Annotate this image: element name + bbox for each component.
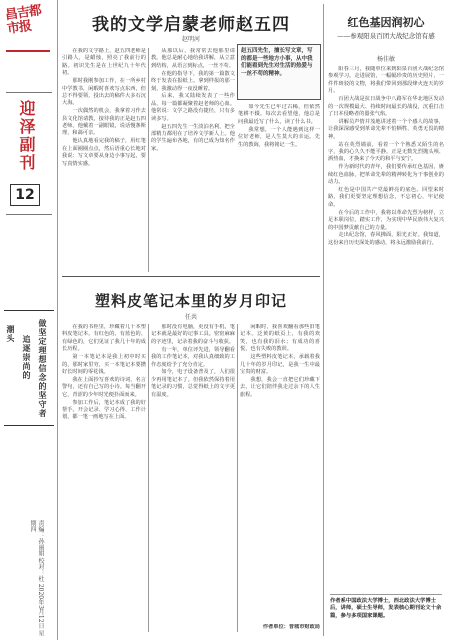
paragraph: 讲解员声情并茂地讲述着一个个感人的故事，让我深深感受到革命先辈不怕牺牲、英勇无畏的精神。 [328, 118, 444, 140]
pull-quote-box: 赵五四先生，擅长写文章，写的都是一些地方小事，从中我们能看到先生对生活的热爱与一丝不苟的精神。 [237, 44, 321, 100]
paragraph: 我在上面抄写喜欢的诗词、名言警句，还有自己写的小诗。每当翻开它，青涩的少年时光便扑面而来。 [62, 376, 146, 398]
top-article [62, 4, 320, 274]
left-masthead-strip [0, 0, 58, 640]
section-name: 迎泽副刊 [17, 100, 36, 172]
top-article-title: 我的文学启蒙老师赵五四 [92, 15, 290, 35]
bio-divider [330, 594, 442, 595]
promo-line: 潮头 [6, 325, 16, 343]
bottom-article-column-2 [151, 324, 235, 632]
editor-date-info: 责编：孙丽娟 校对：杜 2020年3月12日 星期四 [29, 520, 44, 637]
paragraph: 红色是中国共产党最鲜亮的底色。回望来时路，我们更要坚定理想信念，不忘初心，牢记使命。 [328, 187, 444, 208]
right-article [326, 4, 446, 636]
right-article-author: 杨佳敏 [376, 56, 395, 63]
bottom-article-title: 塑料皮笔记本里的岁月印记 [94, 292, 287, 310]
paragraph: 第一本笔记本是我上初中时买的，那时家里穷，买一本笔记本要攒好长时间的零花钱。 [62, 354, 146, 375]
column-divider [148, 48, 149, 272]
top-article-author: 赵明河 [181, 36, 200, 43]
strip-divider [6, 214, 52, 215]
paragraph: 后来，我又陆续发表了一些作品，每一篇都凝聚着赵老师的心血。他常说：文学之路没有捷径，只有多读多写。 [151, 93, 235, 122]
strip-divider [6, 92, 52, 93]
promo-line: 追逐崇尚的 [22, 335, 32, 380]
paragraph: 在今后的工作中，我将以革命先烈为榜样，立足本职岗位，踏实工作，为实现中华民族伟大复兴的中国梦贡献自己的力量。 [328, 209, 444, 231]
right-section-divider [323, 4, 324, 636]
paragraph: 这些塑料皮笔记本，承载着我几十年的岁月印记，是我一生中最宝贵的财富。 [240, 354, 320, 375]
top-article-column-1 [62, 48, 146, 272]
paragraph: 在我的书柜里，珍藏着几十本塑料皮笔记本。有红色的、有蓝色的、有绿色的，它们见证了我几十年的成长历程。 [62, 324, 146, 353]
masthead-logo [4, 3, 52, 66]
bottom-article-column-1 [62, 324, 146, 632]
column-divider [148, 324, 149, 632]
right-article-subtitle: ——参观阳泉百团大战纪念馆有感 [337, 32, 435, 40]
paragraph: 百团大战是抗日战争中八路军在华北地区发动的一次规模最大、持续时间最长的战役，沉重打击了日本侵略者的嚣张气焰。 [328, 96, 444, 117]
paragraph: 在我的文学路上，赵五四老师是引路人，是蜡烛，照亮了我前行的路。初识先生是在上世纪九十年代初。 [62, 48, 146, 77]
paragraph: 作为新时代的青年，我们要传承红色基因，赓续红色血脉，把革命先辈的精神转化为干事创业的动力。 [328, 164, 444, 186]
paragraph: 一次偶然的机会，我拿着习作去县文化馆请教，接待我的正是赵五四老师。他戴着一副眼镜，说话慢条斯理，和蔼可亲。 [62, 108, 146, 137]
paragraph: 在他的指导下，我的第一篇散文终于发表在报纸上。拿到样报的那一刻，我激动得一夜没睡着。 [151, 70, 235, 92]
paragraph: 站在英烈墙前，看着一个个熟悉又陌生的名字，我的心久久不能平静。正是无数先烈抛头颅、洒热血，才换来了今天的和平与安宁。 [328, 141, 444, 163]
bottom-article-column-3 [240, 324, 320, 620]
paragraph: 如今先生已年过古稀，但依然笔耕不辍。每次去看望他，他总是问我最近写了什么，读了什么书。 [238, 104, 320, 125]
paragraph: 他认真地看完我的稿子，用红笔在上面圈圈点点，然后语重心长地对我说：写文章要从身边小事写起，要写真情实感。 [62, 138, 146, 167]
column-divider [237, 324, 238, 632]
top-article-column-2 [151, 48, 235, 272]
masthead-underline [6, 50, 50, 52]
author-bio: 作者系中国政法大学博士，西北政法大学博士后，讲师，硕士生导师，发表核心期刊论文十余篇，参与多项国家课题。 [330, 598, 442, 619]
paragraph: 参加工作后，笔记本成了我的好帮手。开会记录、学习心得、工作计划，都一笔一画地写在上面。 [62, 399, 146, 421]
right-article-body [328, 66, 444, 594]
paragraph: 那时没有电脑，更没有手机，笔记本就是最好的记事工具。密密麻麻的字迹里，记录着我的奋斗与收获。 [151, 324, 235, 345]
paragraph: 我常想，一个人能遇到这样一位好老师，是人生莫大的幸运。先生的教诲，我将铭记一生。 [238, 126, 320, 148]
paragraph: 从那以后，我常常去他那里请教。他总是耐心地给我讲解，从立意到结构，从语言到标点，一丝不苟。 [151, 48, 235, 69]
promo-line: 做坚定理想信念的坚守者 [38, 319, 48, 418]
bottom-article-byline: 作者单位：晋城市财政局 [262, 624, 320, 630]
paragraph: 走出纪念馆，春风拂面，阳光正好。我知道，这份来自历史深处的感动，将永远激励我前行。 [328, 232, 444, 246]
promo-slogan-box [4, 310, 54, 426]
page-number: 12 [10, 184, 40, 206]
paragraph: 阳春三月，我随单位来到阳泉百团大战纪念馆参观学习。走进展馆，一幅幅珍贵的历史照片、一件件斑驳的文物，将我们带回到那段烽火连天的岁月。 [328, 66, 444, 95]
paragraph: 闲暇时，我喜欢翻看那些旧笔记本。泛黄的纸页上，有我的欢笑，也有我的泪水；有成功的喜悦，也有失败的教训。 [240, 324, 320, 353]
article-separator [62, 276, 320, 277]
top-article-column-3 [238, 104, 320, 272]
bottom-article-author: 任共 [184, 314, 197, 321]
paragraph: 有一年，单位评先进，领导翻看我的工作笔记本，对我认真细致的工作态度给予了充分肯定。 [151, 346, 235, 368]
paragraph: 赵五四先生一生淡泊名利，把全部精力都用在了培养文学新人上。他的学生遍布各地，有的已成为知名作家。 [151, 123, 235, 152]
masthead-logo-text: 昌吉都市报 [4, 3, 42, 38]
paragraph: 如今，电子设备普及了，人们很少再用笔记本了。但我依然保持着用笔记录的习惯，总觉得纸上的文字更有温度。 [151, 369, 235, 398]
paragraph: 那时我刚参加工作，在一所乡村中学教书，闲暇时喜欢写点东西，但总不得要领，投出去的稿件大多石沉大海。 [62, 78, 146, 107]
bottom-article [62, 280, 320, 636]
paragraph: 我想，我会一直把它们珍藏下去，让它们陪伴我走过余下的人生旅程。 [240, 376, 320, 398]
right-article-title: 红色基因润初心 [347, 16, 425, 29]
